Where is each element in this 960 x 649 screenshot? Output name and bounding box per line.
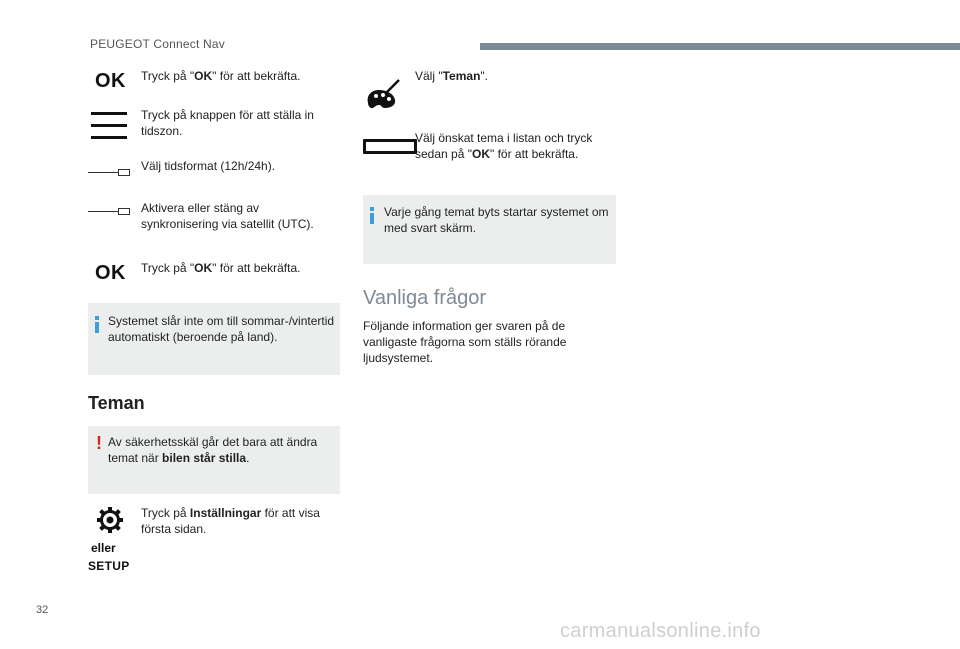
header-bar (480, 43, 960, 50)
warning-note-text: Av säkerhetsskäl går det bara att ändra temat när bilen står stilla. (108, 435, 318, 465)
step-settings: Tryck på Inställningar för att visa första sidan. (141, 506, 320, 536)
step-timezone: Tryck på knappen för att ställa in tidszon. (141, 108, 314, 138)
info-icon (370, 207, 376, 224)
or-label: eller (91, 541, 116, 555)
faq-intro-text: Följande information ger svaren på de vanligaste frågorna som ställs rörande ljudsystemet. (363, 319, 567, 365)
section-title-faq: Vanliga frågor (363, 287, 487, 309)
settings-gear-icon (96, 506, 124, 534)
running-header: PEUGEOT Connect Nav (90, 37, 225, 51)
slider-icon (88, 208, 130, 215)
step-ok-confirm-1: Tryck på "OK" för att bekräfta. (141, 69, 301, 83)
list-button-icon (363, 139, 417, 154)
step-ok-confirm-2: Tryck på "OK" för att bekräfta. (141, 261, 301, 275)
ok-button-icon: OK (95, 70, 126, 92)
palette-icon (364, 79, 402, 111)
page-number: 32 (36, 604, 49, 616)
warning-icon: ! (96, 433, 102, 453)
step-time-format: Välj tidsformat (12h/24h). (141, 159, 276, 173)
step-select-teman: Välj "Teman". (415, 69, 488, 83)
watermark: carmanualsonline.info (560, 620, 761, 642)
info-note-text-right: Varje gång temat byts startar systemet om med svart skärm. (384, 205, 609, 235)
step-choose-theme: Välj önskat tema i listan och tryck sedan på "OK" för att bekräfta. (415, 131, 593, 161)
menu-icon (91, 112, 127, 139)
setup-button-label: SETUP (88, 559, 130, 573)
slider-icon (88, 169, 130, 176)
info-note-text: Systemet slår inte om till sommar-/vintertid automatiskt (beroende på land). (108, 314, 335, 344)
info-icon (95, 316, 101, 333)
step-satellite-sync: Aktivera eller stäng av synkronisering via satellit (UTC). (141, 201, 314, 231)
section-title-teman: Teman (88, 393, 145, 413)
ok-button-icon: OK (95, 262, 126, 284)
